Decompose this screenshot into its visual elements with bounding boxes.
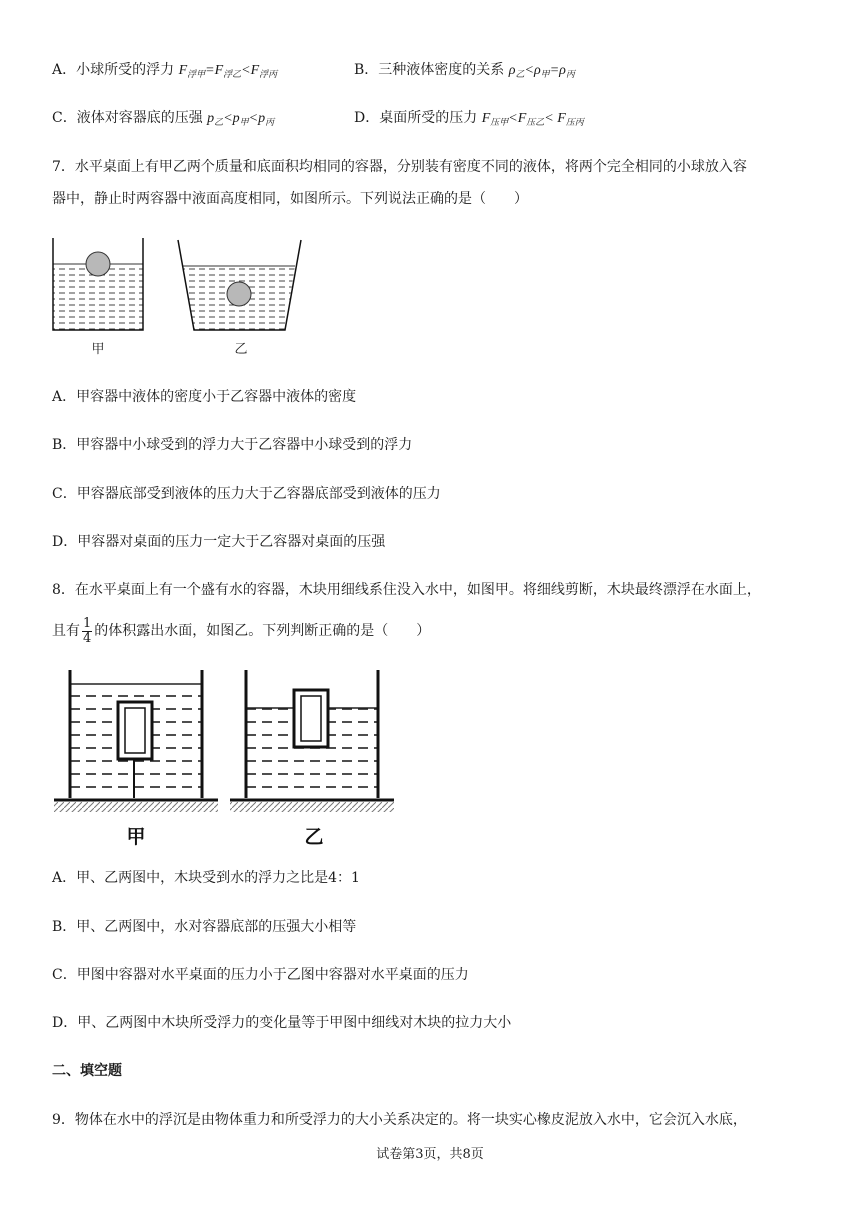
q7-stem-line2: 器中，静止时两容器中液面高度相同，如图所示。下列说法正确的是（ ） xyxy=(52,191,528,207)
label-yi-8: 乙 xyxy=(304,826,324,848)
q7-stem-line1: 7．水平桌面上有甲乙两个质量和底面积均相同的容器，分别装有密度不同的液体，将两个完全相同的小球放入容 xyxy=(52,159,747,175)
container-jia-8 xyxy=(70,670,202,798)
container-yi-8 xyxy=(246,670,378,798)
label-yi: 乙 xyxy=(234,342,248,357)
fraction-one-quarter: $\frac{1}{4}$ xyxy=(83,615,92,646)
label-jia: 甲 xyxy=(91,342,105,357)
q8-stem-line1: 8．在水平桌面上有一个盛有水的容器，木块用细线系住没入水中，如图甲。将细线剪断，木块最终漂浮在水面上， xyxy=(52,582,761,598)
q8-option-b: B．甲、乙两图中，水对容器底部的压强大小相等 xyxy=(52,919,357,935)
q8-option-c: C．甲图中容器对水平桌面的压力小于乙图中容器对水平桌面的压力 xyxy=(52,967,469,983)
q6-option-d: D．桌面所受的压力 $F_{压甲}<F_{压乙}< F_{压丙}$ xyxy=(354,110,584,128)
q8-option-a: A．甲、乙两图中，木块受到水的浮力之比是4：1 xyxy=(52,870,360,886)
q7-option-b: B．甲容器中小球受到的浮力大于乙容器中小球受到的浮力 xyxy=(52,437,413,453)
q9-stem-line1: 9．物体在水中的浮沉是由物体重力和所受浮力的大小关系决定的。将一块实心橡皮泥放入水中，它会沉入水底， xyxy=(52,1112,747,1128)
q8-option-d: D．甲、乙两图中木块所受浮力的变化量等于甲图中细线对木块的拉力大小 xyxy=(52,1015,512,1031)
q8-figure xyxy=(52,664,412,854)
page-footer: 试卷第3页，共8页 xyxy=(376,1147,484,1162)
ball-yi xyxy=(227,282,251,306)
container-yi xyxy=(178,240,301,330)
label-jia-8: 甲 xyxy=(126,826,146,848)
q7-option-d: D．甲容器对桌面的压力一定大于乙容器对桌面的压强 xyxy=(52,534,386,550)
q6-option-c: C．液体对容器底的压强 $p_乙<p_甲<p_丙$ xyxy=(52,110,275,128)
section-heading: 二、填空题 xyxy=(52,1063,122,1079)
q7-option-c: C．甲容器底部受到液体的压力大于乙容器底部受到液体的压力 xyxy=(52,486,441,502)
ball-jia xyxy=(86,252,110,276)
q7-option-a: A．甲容器中液体的密度小于乙容器中液体的密度 xyxy=(52,389,357,405)
container-jia xyxy=(53,238,143,330)
q6-option-b: B．三种液体密度的关系 $\rho_乙<\rho_甲=\rho_丙$ xyxy=(354,62,575,80)
q7-figure xyxy=(48,236,318,360)
q6-option-a: A．小球所受的浮力 $F_{浮甲}=F_{浮乙}<F_{浮丙}$ xyxy=(52,62,278,80)
q8-stem-line2: 且有 $\frac{1}{4}$ 的体积露出水面，如图乙。下列判断正确的是（ ） xyxy=(52,615,431,646)
